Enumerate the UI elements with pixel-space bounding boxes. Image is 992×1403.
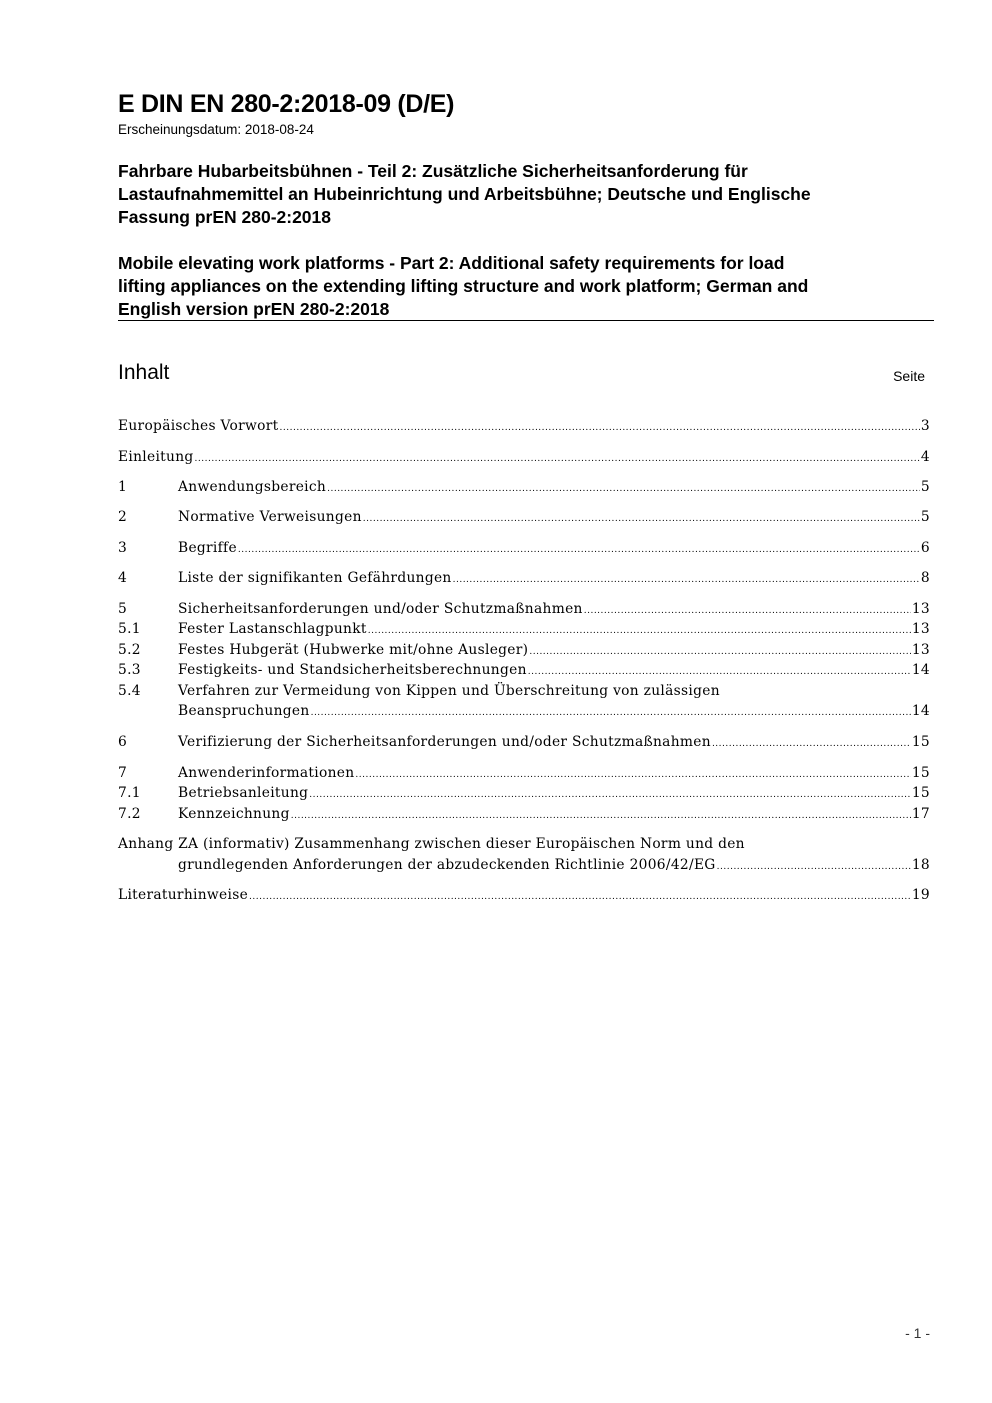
- toc-entry-introduction[interactable]: [118, 449, 930, 469]
- toc-entry-7[interactable]: [118, 765, 930, 785]
- toc-entry-number: 6: [118, 734, 128, 750]
- toc-leader-dots: [280, 418, 920, 434]
- title-english-line: lifting appliances on the extending lifting structure and work platform; German and: [118, 276, 809, 296]
- toc-entry-page: 13: [911, 642, 930, 658]
- toc-entry-1[interactable]: [118, 479, 930, 499]
- publication-date: Erscheinungsdatum: 2018-08-24: [118, 122, 314, 137]
- toc-entry-page: 18: [911, 857, 930, 873]
- toc-leader-dots: [311, 703, 911, 719]
- toc-page-column-label: Seite: [893, 368, 925, 384]
- title-german-line: Lastaufnahmemittel an Hubeinrichtung und Arbeitsbühne; Deutsche und Englische: [118, 184, 811, 204]
- toc-leader-dots: [309, 785, 911, 801]
- toc-entry-5-4-continuation[interactable]: [118, 703, 930, 723]
- document-id: E DIN EN 280-2:2018-09 (D/E): [118, 90, 455, 118]
- toc-leader-dots: [291, 806, 911, 822]
- toc-entry-text: Fester Lastanschlagpunkt: [178, 621, 367, 637]
- title-english-line: Mobile elevating work platforms - Part 2: Additional safety requirements for load: [118, 253, 785, 273]
- toc-leader-dots: [249, 887, 911, 903]
- toc-leader-dots: [529, 642, 910, 658]
- toc-entry-page: 19: [911, 887, 930, 903]
- toc-entry-5-4[interactable]: [118, 683, 930, 703]
- title-english: [118, 252, 934, 321]
- toc-entry-text: Normative Verweisungen: [178, 509, 362, 525]
- toc-entry-number: 4: [118, 570, 128, 586]
- toc-entry-page: 14: [911, 703, 930, 719]
- toc-entry-text: Betriebsanleitung: [178, 785, 309, 801]
- toc-entry-bibliography[interactable]: [118, 887, 930, 907]
- toc-entry-6[interactable]: [118, 734, 930, 754]
- toc-entry-5-2[interactable]: [118, 642, 930, 662]
- toc-entry-text: grundlegenden Anforderungen der abzudeckenden Richtlinie 2006/42/EG: [178, 857, 716, 873]
- toc-entry-7-1[interactable]: [118, 785, 930, 805]
- toc-entry-page: 8: [920, 570, 930, 586]
- toc-entry-page: 15: [911, 785, 930, 801]
- toc-entry-text: Europäisches Vorwort: [118, 418, 279, 434]
- toc-entry-text: Anwendungsbereich: [178, 479, 327, 495]
- toc-entry-number: 7: [118, 765, 128, 781]
- toc-entry-page: 4: [920, 449, 930, 465]
- toc-entry-text: Kennzeichnung: [178, 806, 290, 822]
- toc-entry-text: Verfahren zur Vermeidung von Kippen und Überschreitung von zulässigen: [178, 683, 720, 699]
- toc-leader-dots: [528, 662, 911, 678]
- toc-entry-page: 5: [920, 479, 930, 495]
- toc-entry-5-1[interactable]: [118, 621, 930, 641]
- toc-entry-text: Festigkeits- und Standsicherheitsberechnungen: [178, 662, 527, 678]
- title-english-line: English version prEN 280-2:2018: [118, 299, 390, 319]
- toc-entry-3[interactable]: [118, 540, 930, 560]
- toc-entry-page: 13: [911, 601, 930, 617]
- toc-leader-dots: [327, 479, 920, 495]
- title-german: [118, 160, 934, 229]
- toc-entry-page: 13: [911, 621, 930, 637]
- toc-entry-text: Einleitung: [118, 449, 194, 465]
- toc-entry-page: 5: [920, 509, 930, 525]
- toc-entry-text: Anhang ZA (informativ) Zusammenhang zwischen dieser Europäischen Norm und den: [118, 836, 745, 852]
- title-german-line: Fassung prEN 280-2:2018: [118, 207, 332, 227]
- toc-entry-number: 3: [118, 540, 128, 556]
- toc-entry-text: Liste der signifikanten Gefährdungen: [178, 570, 452, 586]
- toc-entry-number: 7.1: [118, 785, 141, 801]
- toc-leader-dots: [453, 570, 920, 586]
- toc-entry-page: 15: [911, 734, 930, 750]
- toc-leader-dots: [712, 734, 911, 750]
- toc-entry-text: Festes Hubgerät (Hubwerke mit/ohne Ausleger): [178, 642, 529, 658]
- toc-leader-dots: [363, 509, 920, 525]
- toc-leader-dots: [368, 621, 911, 637]
- toc-entry-text: Sicherheitsanforderungen und/oder Schutzmaßnahmen: [178, 601, 583, 617]
- toc-entry-2[interactable]: [118, 509, 930, 529]
- toc-entry-number: 5.4: [118, 683, 141, 699]
- toc-entry-number: 5: [118, 601, 128, 617]
- toc-entry-page: 3: [920, 418, 930, 434]
- toc-entry-number: 2: [118, 509, 128, 525]
- toc-entry-annex-za-continuation[interactable]: [118, 857, 930, 877]
- toc-leader-dots: [717, 857, 911, 873]
- toc-entry-number: 5.3: [118, 662, 141, 678]
- toc-entry-text: Literaturhinweise: [118, 887, 249, 903]
- toc-entry-text: Verifizierung der Sicherheitsanforderungen und/oder Schutzmaßnahmen: [178, 734, 711, 750]
- toc-entry-7-2[interactable]: [118, 806, 930, 826]
- toc-entry-text: Anwenderinformationen: [178, 765, 355, 781]
- header-divider: [118, 320, 934, 321]
- toc-leader-dots: [238, 540, 920, 556]
- toc-entry-number: 5.1: [118, 621, 141, 637]
- toc-entry-number: 1: [118, 479, 128, 495]
- toc-entry-4[interactable]: [118, 570, 930, 590]
- toc-entry-page: 17: [911, 806, 930, 822]
- toc-entry-foreword[interactable]: [118, 418, 930, 438]
- title-german-line: Fahrbare Hubarbeitsbühnen - Teil 2: Zusätzliche Sicherheitsanforderung für: [118, 161, 748, 181]
- toc-leader-dots: [584, 601, 911, 617]
- toc-entry-5-3[interactable]: [118, 662, 930, 682]
- toc-entry-number: 7.2: [118, 806, 141, 822]
- toc-entry-number: 5.2: [118, 642, 141, 658]
- toc-entry-5[interactable]: [118, 601, 930, 621]
- toc-leader-dots: [195, 449, 920, 465]
- page-number: - 1 -: [905, 1325, 930, 1341]
- toc-entry-page: 15: [911, 765, 930, 781]
- toc-entry-page: 6: [920, 540, 930, 556]
- toc-entry-annex-za[interactable]: [118, 836, 930, 856]
- toc-entry-text: Beanspruchungen: [178, 703, 310, 719]
- toc-heading: Inhalt: [118, 361, 170, 384]
- toc-entry-text: Begriffe: [178, 540, 237, 556]
- toc-entry-page: 14: [911, 662, 930, 678]
- toc-leader-dots: [355, 765, 910, 781]
